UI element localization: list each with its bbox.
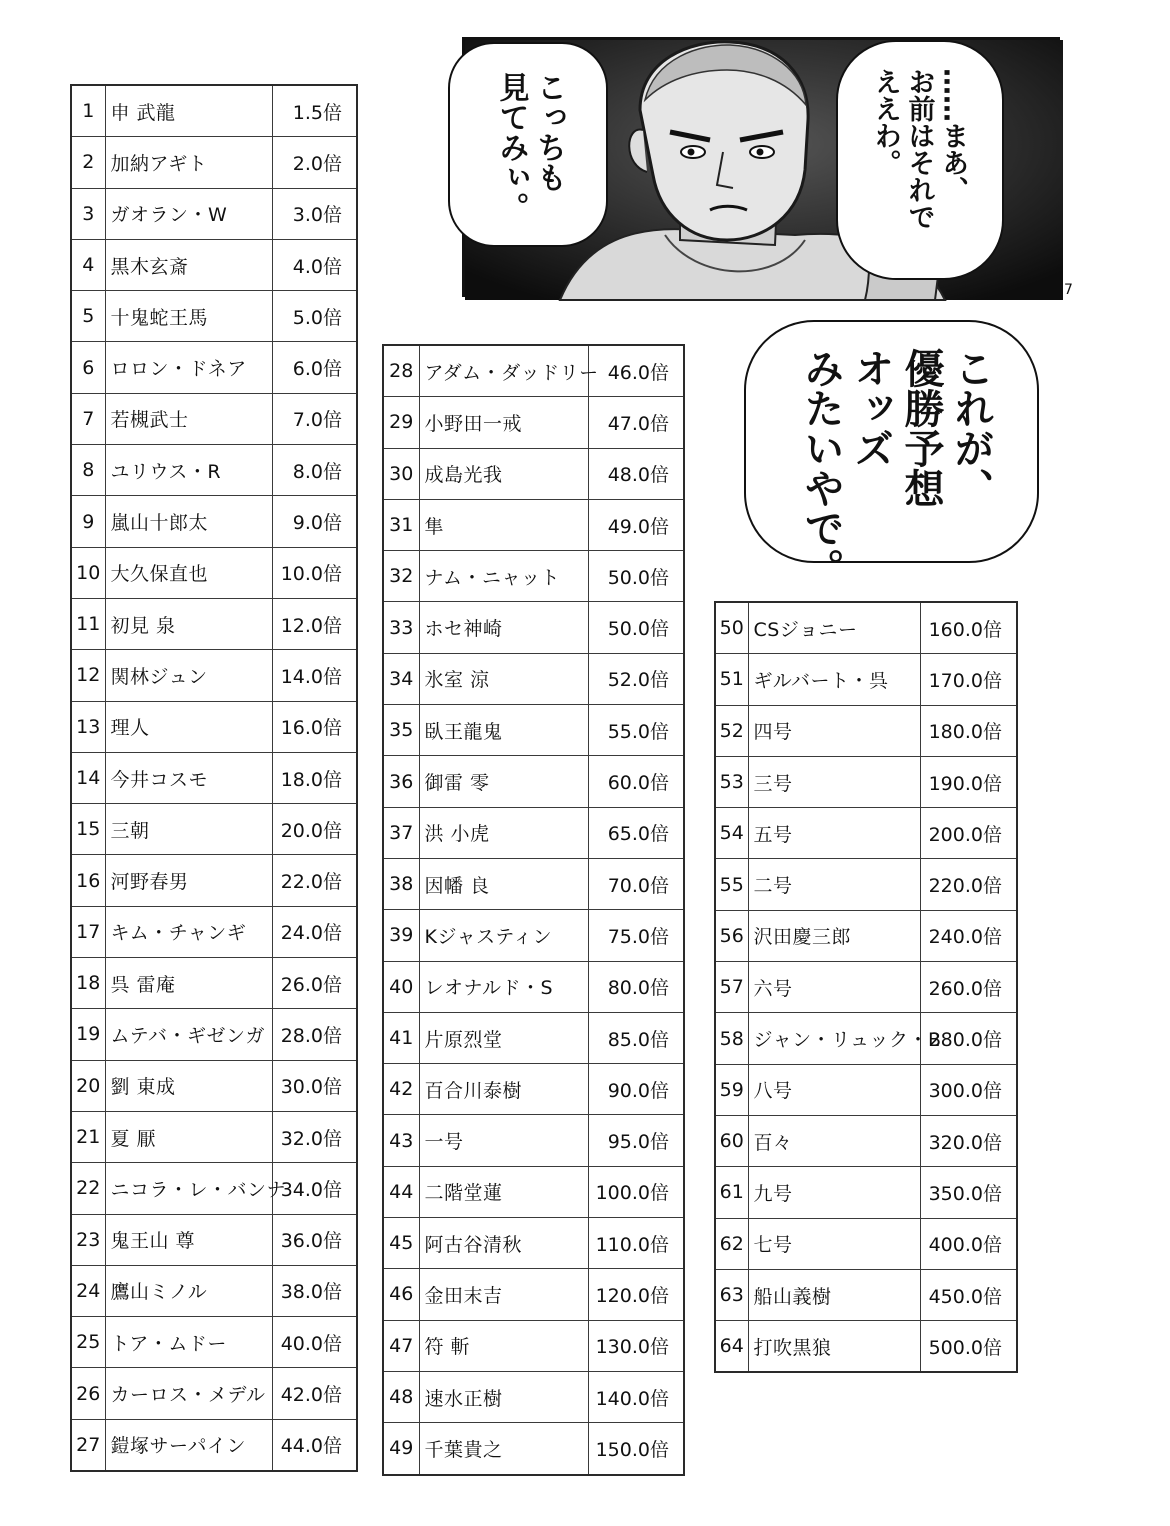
table-row [71,906,357,957]
rank-cell: 30 [383,448,419,499]
odds-cell: 34.0倍 [272,1163,357,1214]
fighter-name-cell: トア・ムドー [105,1317,272,1368]
table-row [71,291,357,342]
odds-cell: 1.5倍 [272,85,357,137]
table-row [71,393,357,444]
table-row [715,705,1017,756]
fighter-name-cell: 劉 東成 [105,1060,272,1111]
rank-cell: 38 [383,858,419,909]
fighter-name-cell: 初見 泉 [105,598,272,649]
fighter-name-cell: 九号 [748,1167,920,1218]
odds-cell: 160.0倍 [920,602,1017,654]
rank-cell: 4 [71,239,105,290]
table-row [71,1419,357,1471]
fighter-name-cell: ホセ神崎 [419,602,588,653]
rank-cell: 32 [383,551,419,602]
rank-cell: 13 [71,701,105,752]
speech-text-right: ……まあ、 お前はそれで ええわ。 [869,68,969,230]
table-row [71,547,357,598]
odds-cell: 50.0倍 [588,551,684,602]
table-row [71,855,357,906]
fighter-name-cell: 速水正樹 [419,1371,588,1422]
fighter-name-cell: 小野田一戒 [419,397,588,448]
table-row [383,653,684,704]
fighter-name-cell: ギルバート・呉 [748,654,920,705]
rank-cell: 36 [383,756,419,807]
fighter-name-cell: 百々 [748,1115,920,1166]
odds-cell: 350.0倍 [920,1167,1017,1218]
rank-cell: 62 [715,1218,748,1269]
odds-cell: 4.0倍 [272,239,357,290]
odds-cell: 7.0倍 [272,393,357,444]
rank-cell: 35 [383,705,419,756]
rank-cell: 14 [71,752,105,803]
speech-bubble-odds [744,320,1039,588]
fighter-name-cell: 大久保直也 [105,547,272,598]
speech-bubble-left [448,42,608,247]
rank-cell: 47 [383,1320,419,1371]
fighter-name-cell: 呉 雷庵 [105,958,272,1009]
rank-cell: 19 [71,1009,105,1060]
fighter-name-cell: ロロン・ドネア [105,342,272,393]
odds-cell: 400.0倍 [920,1218,1017,1269]
table-row [383,807,684,858]
table-row [383,1423,684,1475]
fighter-name-cell: 御雷 零 [419,756,588,807]
odds-cell: 220.0倍 [920,859,1017,910]
fighter-name-cell: 八号 [748,1064,920,1115]
odds-cell: 240.0倍 [920,910,1017,961]
rank-cell: 57 [715,962,748,1013]
table-row [71,1317,357,1368]
odds-cell: 50.0倍 [588,602,684,653]
odds-cell: 26.0倍 [272,958,357,1009]
fighter-name-cell: カーロス・メデル [105,1368,272,1419]
odds-cell: 150.0倍 [588,1423,684,1475]
fighter-name-cell: 氷室 涼 [419,653,588,704]
table-row [383,1115,684,1166]
rank-cell: 63 [715,1269,748,1320]
fighter-name-cell: 今井コスモ [105,752,272,803]
odds-cell: 120.0倍 [588,1269,684,1320]
rank-cell: 41 [383,1012,419,1063]
table-row [71,1368,357,1419]
rank-cell: 49 [383,1423,419,1475]
table-row [71,804,357,855]
table-row [715,1321,1017,1373]
table-row [715,1269,1017,1320]
table-row [71,1265,357,1316]
rank-cell: 55 [715,859,748,910]
odds-cell: 2.0倍 [272,137,357,188]
fighter-name-cell: 十鬼蛇王馬 [105,291,272,342]
odds-cell: 47.0倍 [588,397,684,448]
table-row [715,1064,1017,1115]
odds-cell: 190.0倍 [920,756,1017,807]
odds-cell: 36.0倍 [272,1214,357,1265]
fighter-name-cell: 一号 [419,1115,588,1166]
odds-cell: 40.0倍 [272,1317,357,1368]
fighter-name-cell: ユリウス・R [105,445,272,496]
rank-cell: 34 [383,653,419,704]
odds-cell: 8.0倍 [272,445,357,496]
fighter-name-cell: レオナルド・S [419,961,588,1012]
rank-cell: 1 [71,85,105,137]
table-row [71,85,357,137]
table-row [383,448,684,499]
speech-bubble-right [836,40,1004,280]
fighter-name-cell: 三朝 [105,804,272,855]
table-row [71,598,357,649]
fighter-name-cell: ガオラン・W [105,188,272,239]
odds-cell: 55.0倍 [588,705,684,756]
rank-cell: 61 [715,1167,748,1218]
table-row [383,756,684,807]
odds-cell: 9.0倍 [272,496,357,547]
table-row [715,962,1017,1013]
fighter-name-cell: 鎧塚サーパイン [105,1419,272,1471]
rank-cell: 21 [71,1111,105,1162]
table-row [383,858,684,909]
odds-cell: 20.0倍 [272,804,357,855]
fighter-name-cell: 隼 [419,499,588,550]
table-row [715,808,1017,859]
odds-cell: 80.0倍 [588,961,684,1012]
rank-cell: 10 [71,547,105,598]
odds-cell: 450.0倍 [920,1269,1017,1320]
table-row [715,602,1017,654]
odds-cell: 24.0倍 [272,906,357,957]
rank-cell: 59 [715,1064,748,1115]
rank-cell: 50 [715,602,748,654]
fighter-name-cell: 鬼王山 尊 [105,1214,272,1265]
table-row [71,1163,357,1214]
fighter-name-cell: 因幡 良 [419,858,588,909]
odds-cell: 42.0倍 [272,1368,357,1419]
table-row [71,188,357,239]
table-row [383,961,684,1012]
table-row [715,910,1017,961]
rank-cell: 45 [383,1218,419,1269]
fighter-name-cell: 阿古谷清秋 [419,1218,588,1269]
odds-cell: 320.0倍 [920,1115,1017,1166]
rank-cell: 8 [71,445,105,496]
rank-cell: 26 [71,1368,105,1419]
rank-cell: 37 [383,807,419,858]
fighter-name-cell: アダム・ダッドリー [419,345,588,397]
rank-cell: 60 [715,1115,748,1166]
rank-cell: 52 [715,705,748,756]
fighter-name-cell: 洪 小虎 [419,807,588,858]
fighter-name-cell: 船山義樹 [748,1269,920,1320]
table-row [383,1012,684,1063]
table-row [383,499,684,550]
odds-cell: 170.0倍 [920,654,1017,705]
fighter-name-cell: 黒木玄斎 [105,239,272,290]
fighter-name-cell: ナム・ニャット [419,551,588,602]
fighter-name-cell: 理人 [105,701,272,752]
fighter-name-cell: 成島光我 [419,448,588,499]
odds-cell: 75.0倍 [588,910,684,961]
odds-cell: 140.0倍 [588,1371,684,1422]
fighter-name-cell: 片原烈堂 [419,1012,588,1063]
fighter-name-cell: 二号 [748,859,920,910]
table-row [715,1218,1017,1269]
fighter-name-cell: キム・チャンギ [105,906,272,957]
rank-cell: 40 [383,961,419,1012]
fighter-name-cell: 打吹黒狼 [748,1321,920,1373]
rank-cell: 28 [383,345,419,397]
table-row [715,756,1017,807]
odds-cell: 6.0倍 [272,342,357,393]
table-row [71,958,357,1009]
table-row [383,1320,684,1371]
rank-cell: 20 [71,1060,105,1111]
fighter-name-cell: 申 武龍 [105,85,272,137]
fighter-name-cell: 鷹山ミノル [105,1265,272,1316]
fighter-name-cell: 五号 [748,808,920,859]
rank-cell: 23 [71,1214,105,1265]
rank-cell: 25 [71,1317,105,1368]
odds-cell: 85.0倍 [588,1012,684,1063]
rank-cell: 46 [383,1269,419,1320]
odds-cell: 5.0倍 [272,291,357,342]
rank-cell: 43 [383,1115,419,1166]
odds-cell: 49.0倍 [588,499,684,550]
table-row [71,1111,357,1162]
odds-cell: 100.0倍 [588,1166,684,1217]
rank-cell: 48 [383,1371,419,1422]
odds-cell: 260.0倍 [920,962,1017,1013]
fighter-name-cell: 百合川泰樹 [419,1064,588,1115]
fighter-name-cell: 関林ジュン [105,650,272,701]
odds-cell: 48.0倍 [588,448,684,499]
table-row [383,551,684,602]
odds-cell: 300.0倍 [920,1064,1017,1115]
rank-cell: 7 [71,393,105,444]
odds-cell: 22.0倍 [272,855,357,906]
rank-cell: 12 [71,650,105,701]
fighter-name-cell: 四号 [748,705,920,756]
fighter-name-cell: 加納アギト [105,137,272,188]
rank-cell: 11 [71,598,105,649]
table-row [383,397,684,448]
rank-cell: 44 [383,1166,419,1217]
table-row [383,345,684,397]
rank-cell: 56 [715,910,748,961]
table-row [71,445,357,496]
table-row [383,1218,684,1269]
odds-cell: 65.0倍 [588,807,684,858]
rank-cell: 39 [383,910,419,961]
rank-cell: 29 [383,397,419,448]
rank-cell: 51 [715,654,748,705]
rank-cell: 18 [71,958,105,1009]
odds-cell: 18.0倍 [272,752,357,803]
fighter-name-cell: ムテバ・ギゼンガ [105,1009,272,1060]
table-row [715,654,1017,705]
odds-cell: 110.0倍 [588,1218,684,1269]
odds-cell: 10.0倍 [272,547,357,598]
table-row [71,342,357,393]
fighter-name-cell: 沢田慶三郎 [748,910,920,961]
table-row [715,1167,1017,1218]
odds-cell: 32.0倍 [272,1111,357,1162]
table-row [715,859,1017,910]
table-row [71,1009,357,1060]
rank-cell: 42 [383,1064,419,1115]
fighter-name-cell: 河野春男 [105,855,272,906]
rank-cell: 3 [71,188,105,239]
table-row [383,1064,684,1115]
table-row [71,137,357,188]
rank-cell: 2 [71,137,105,188]
rank-cell: 5 [71,291,105,342]
fighter-name-cell: 夏 厭 [105,1111,272,1162]
odds-table-1 [70,84,358,1472]
fighter-name-cell: 嵐山十郎太 [105,496,272,547]
table-row [715,1115,1017,1166]
fighter-name-cell: 千葉貴之 [419,1423,588,1475]
odds-cell: 280.0倍 [920,1013,1017,1064]
table-row [71,239,357,290]
rank-cell: 64 [715,1321,748,1373]
fighter-name-cell: 二階堂蓮 [419,1166,588,1217]
odds-cell: 70.0倍 [588,858,684,909]
rank-cell: 16 [71,855,105,906]
fighter-name-cell: 臥王龍鬼 [419,705,588,756]
fighter-name-cell: 六号 [748,962,920,1013]
odds-cell: 90.0倍 [588,1064,684,1115]
table-row [71,1214,357,1265]
speech-text-left: こっちも 見てみぃ。 [493,72,566,222]
odds-cell: 14.0倍 [272,650,357,701]
rank-cell: 27 [71,1419,105,1471]
fighter-name-cell: 七号 [748,1218,920,1269]
odds-table-2 [382,344,685,1476]
odds-cell: 3.0倍 [272,188,357,239]
rank-cell: 17 [71,906,105,957]
rank-cell: 31 [383,499,419,550]
rank-cell: 54 [715,808,748,859]
odds-cell: 200.0倍 [920,808,1017,859]
rank-cell: 6 [71,342,105,393]
table-row [383,1166,684,1217]
odds-cell: 60.0倍 [588,756,684,807]
odds-cell: 12.0倍 [272,598,357,649]
table-row [383,602,684,653]
fighter-name-cell: 三号 [748,756,920,807]
odds-cell: 46.0倍 [588,345,684,397]
rank-cell: 58 [715,1013,748,1064]
rank-cell: 9 [71,496,105,547]
odds-cell: 180.0倍 [920,705,1017,756]
table-row [715,1013,1017,1064]
table-row [71,752,357,803]
rank-cell: 53 [715,756,748,807]
fighter-name-cell: ニコラ・レ・バンナ [105,1163,272,1214]
odds-cell: 16.0倍 [272,701,357,752]
odds-cell: 52.0倍 [588,653,684,704]
odds-cell: 500.0倍 [920,1321,1017,1373]
table-row [71,650,357,701]
page-number: 7 [1064,282,1073,298]
fighter-name-cell: 符 斬 [419,1320,588,1371]
rank-cell: 15 [71,804,105,855]
odds-table-3 [714,601,1018,1373]
odds-cell: 28.0倍 [272,1009,357,1060]
rank-cell: 24 [71,1265,105,1316]
rank-cell: 33 [383,602,419,653]
odds-cell: 38.0倍 [272,1265,357,1316]
fighter-name-cell: 若槻武士 [105,393,272,444]
odds-cell: 130.0倍 [588,1320,684,1371]
table-row [71,496,357,547]
fighter-name-cell: CSジョニー [748,602,920,654]
table-row [71,701,357,752]
fighter-name-cell: Kジャスティン [419,910,588,961]
fighter-name-cell: ジャン・リュック・B [748,1013,920,1064]
table-row [383,1269,684,1320]
odds-cell: 44.0倍 [272,1419,357,1471]
table-row [383,705,684,756]
odds-cell: 30.0倍 [272,1060,357,1111]
table-row [71,1060,357,1111]
odds-cell: 95.0倍 [588,1115,684,1166]
fighter-name-cell: 金田末吉 [419,1269,588,1320]
speech-text-odds: これが、 優勝予想 オッズ みたいやで。 [798,348,994,588]
rank-cell: 22 [71,1163,105,1214]
table-row [383,910,684,961]
table-row [383,1371,684,1422]
